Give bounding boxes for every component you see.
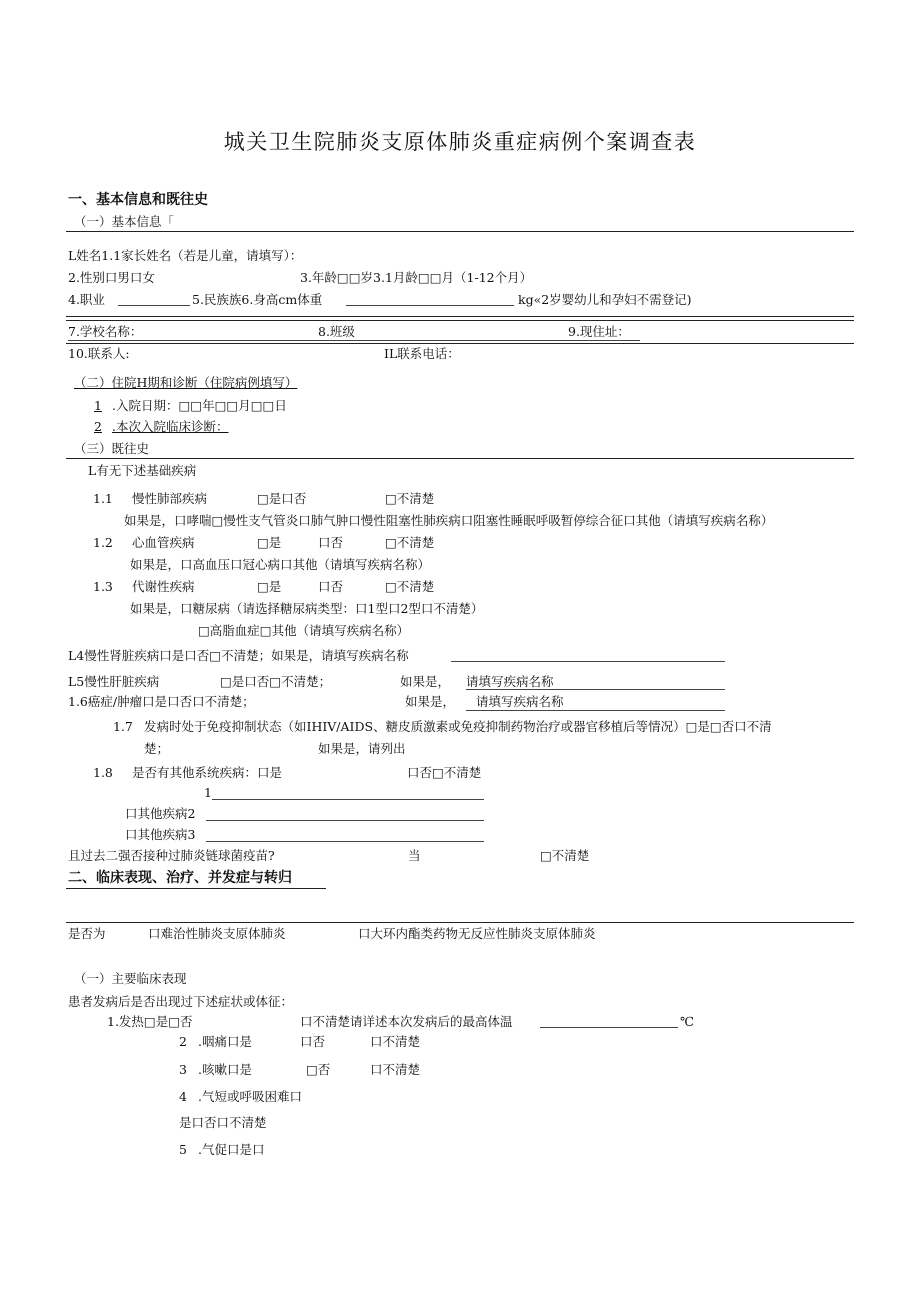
refractory-option-1[interactable]: 口难治性肺炎支原体肺炎 [148, 926, 286, 941]
d13-detail[interactable]: 如果是，口糖尿病（请选择糖尿病类型：口1型口2型口不清楚） [130, 601, 484, 616]
d18-item1: 1 [204, 785, 212, 800]
d15-underline [466, 689, 725, 690]
double-divider [66, 316, 854, 321]
divider [66, 343, 854, 344]
d17-list[interactable]: 如果是，请列出 [318, 741, 406, 756]
d13-yes[interactable]: □是 [257, 579, 282, 594]
d13-label: 代谢性疾病 [132, 579, 195, 594]
refractory-option-2[interactable]: 口大环内酯类药物无反应性肺炎支原体肺炎 [358, 926, 596, 941]
diag-number: 2 [94, 419, 102, 434]
d18-no[interactable]: 口否□不清楚 [407, 765, 482, 780]
d16-ifyes: 如果是， [405, 694, 456, 709]
d14-line[interactable]: L4慢性肾脏疾病口是口否□不清楚；如果是，请填写疾病名称 [68, 648, 409, 663]
subsection-symptoms: （一）主要临床表现 [74, 971, 187, 986]
page-title: 城关卫生院肺炎支原体肺炎重症病例个案调查表 [223, 130, 697, 154]
d11-number: 1.1 [93, 491, 113, 506]
vaccine-unknown[interactable]: □不清楚 [540, 848, 590, 863]
vaccine-question: 且过去二强否接种过肺炎链球菌疫苗? [68, 848, 275, 863]
sore-throat-unknown[interactable]: 口不清楚 [370, 1034, 421, 1049]
divider [66, 458, 854, 459]
sore-throat-no[interactable]: 口否 [300, 1034, 326, 1049]
cough-no[interactable]: □否 [306, 1062, 331, 1077]
d16-label[interactable]: 1.6癌症/肿瘤口是口否口不清楚； [68, 694, 255, 709]
phone-field[interactable]: IL联系电话： [384, 346, 460, 361]
s2-number: 2 [179, 1034, 187, 1049]
d18-text[interactable]: 是否有其他系统疾病：口是 [132, 765, 283, 780]
d13-other[interactable]: □高脂血症□其他（请填写疾病名称） [198, 623, 410, 638]
dyspnea-field[interactable]: .气短或呼吸困难口 [198, 1089, 302, 1104]
d14-underline [451, 661, 725, 662]
d11-label: 慢性肺部疾病 [132, 491, 208, 506]
fever-unit: ℃ [680, 1014, 694, 1029]
weight-underline [346, 305, 514, 306]
d15-options[interactable]: □是口否□不清楚； [220, 674, 332, 689]
class-field[interactable]: 8.班级 [318, 324, 355, 339]
divider [66, 231, 854, 232]
d17-text[interactable]: 发病时处于免疫抑制状态（如IHIV/AIDS、糖皮质激素或免疫抑制药物治疗或器官移植后等情况）□是□否口不清 [144, 719, 772, 734]
refractory-label: 是否为 [68, 926, 106, 941]
divider [66, 922, 854, 923]
tachypnea-field[interactable]: .气促口是口 [198, 1142, 265, 1157]
base-disease-label: L有无下述基础疾病 [88, 463, 197, 478]
d13-unknown[interactable]: □不清楚 [385, 579, 435, 594]
age-field[interactable]: 3.年龄□□岁3.1月龄□□月（1-12个月） [300, 270, 533, 285]
diagnosis-field[interactable]: .本次入院临床诊断： [112, 419, 229, 434]
heading-underline [66, 888, 326, 889]
d18-item3[interactable]: 口其他疾病3 [125, 827, 196, 842]
admit-date-field[interactable]: .入院日期：□□年□□月□□日 [112, 398, 287, 413]
sore-throat-field[interactable]: .咽痛口是 [198, 1034, 252, 1049]
d13-no[interactable]: 口否 [318, 579, 344, 594]
ethnic-height-field[interactable]: 5.民族族6.身高cm体重 [192, 292, 323, 307]
d17-number: 1.7 [113, 719, 133, 734]
subsection-history: （三）既往史 [74, 441, 150, 456]
d18-item2-underline [206, 820, 484, 821]
fever-temp-label[interactable]: 口不清楚请详述本次发病后的最高体温 [300, 1014, 513, 1029]
school-field[interactable]: 7.学校名称： [68, 324, 143, 339]
fever-field[interactable]: 1.发热□是□否 [107, 1014, 193, 1029]
d13-number: 1.3 [93, 579, 113, 594]
gender-field[interactable]: 2.性别口男口女 [68, 270, 155, 285]
fever-temp-underline [540, 1027, 678, 1028]
address-field[interactable]: 9.现住址： [568, 324, 630, 339]
cough-field[interactable]: .咳嗽口是 [198, 1062, 252, 1077]
d11-detail[interactable]: 如果是，口哮喘□慢性支气管炎口肺气肿口慢性阻塞性肺疾病口阻塞性睡眠呼吸暂停综合征口其他（请填写疾病名称） [124, 513, 774, 528]
symptom-intro: 患者发病后是否出现过下述症状或体征： [68, 994, 294, 1009]
d18-item2[interactable]: 口其他疾病2 [125, 806, 196, 821]
school-row-underline [68, 340, 640, 341]
s5-number: 5 [179, 1142, 187, 1157]
vaccine-mid[interactable]: 当 [408, 848, 421, 863]
d11-yesno[interactable]: □是口否 [257, 491, 307, 506]
d15-fill[interactable]: 请填写疾病名称 [466, 674, 554, 689]
section2-heading: 二、临床表现、治疗、并发症与转归 [68, 870, 292, 886]
d12-no[interactable]: 口否 [318, 535, 344, 550]
d12-unknown[interactable]: □不清楚 [385, 535, 435, 550]
subsection-basic-info: （一）基本信息「 [74, 214, 175, 229]
d15-label: L5慢性肝脏疾病 [68, 674, 160, 689]
weight-note: kg«2岁婴幼儿和孕妇不需登记) [518, 292, 692, 307]
d18-number: 1.8 [93, 765, 113, 780]
name-field[interactable]: L姓名1.1家长姓名（若是儿童，请填写）： [68, 248, 303, 263]
job-underline [118, 305, 190, 306]
job-field[interactable]: 4.职业 [68, 292, 105, 307]
d11-unknown[interactable]: □不清楚 [385, 491, 435, 506]
d16-fill[interactable]: 请填写疾病名称 [476, 694, 564, 709]
d16-underline [466, 710, 725, 711]
dyspnea-options[interactable]: 是口否口不清楚 [179, 1115, 267, 1130]
section1-heading: 一、基本信息和既往史 [68, 192, 208, 208]
d18-item1-underline [212, 799, 484, 800]
d12-label: 心血管疾病 [132, 535, 195, 550]
d12-number: 1.2 [93, 535, 113, 550]
cough-unknown[interactable]: 口不清楚 [370, 1062, 421, 1077]
s3-number: 3 [179, 1062, 187, 1077]
s4-number: 4 [179, 1089, 187, 1104]
contact-field[interactable]: 10.联系人: [68, 346, 130, 361]
admit-number: 1 [94, 398, 102, 413]
d15-ifyes: 如果是， [400, 674, 451, 689]
d17-cont: 楚； [144, 741, 170, 756]
subsection-hospital: （二）住院H期和诊断（住院病例填写） [74, 375, 298, 390]
d12-yes[interactable]: □是 [257, 535, 282, 550]
d18-item3-underline [206, 841, 484, 842]
d12-detail[interactable]: 如果是，口高血压口冠心病口其他（请填写疾病名称） [130, 557, 431, 572]
